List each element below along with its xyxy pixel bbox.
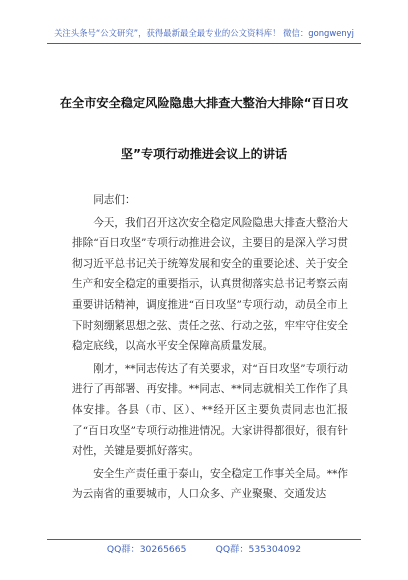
body-paragraph: 今天，我们召开这次安全稳定风险隐患大排查大整治大排除“百日攻坚”专项行动推进会议，主要目的是深入学习贯彻习近平总书记关于统筹发展和安全的重要论述、关于安全生产和安全稳定的重要指示，认真贯彻落实总书记考察云南重要讲话精神，调度推进“百日攻坚”专项行动，动员全市上下时刻绷紧思想之弦、责任之弦、行动之弦，牢牢守住安全稳定底线，以高水平安全保障高质量发展。 — [72, 216, 348, 353]
body-paragraph: 安全生产责任重于泰山，安全稳定工作事关全局。**作为云南省的重要城市，人口众多、产业聚聚、交通发达 — [72, 467, 348, 501]
document-title-line-1: 在全市安全稳定风险隐患大排查大整治大排除“百日攻 — [59, 96, 349, 110]
document-body — [72, 190, 348, 505]
document-title-line-2: 坚”专项行动推进会议上的讲话 — [120, 147, 288, 161]
footer-qq-groups: QQ群：30265665 QQ群：535304092 — [106, 544, 302, 555]
body-paragraph: 刚才，**同志传达了有关要求，对“百日攻坚”专项行动进行了再部署、再安排。**同志、**同志就相关工作作了具体安排。各县（市、区）、**经开区主要负责同志也汇报了“百日攻坚”专项行动推进情况。大家讲得都很好，很有针对性，关键是要抓好落实。 — [72, 362, 348, 458]
header-divider — [47, 43, 361, 44]
salutation: 同志们： — [93, 194, 136, 206]
header-promo-note: 关注头条号“公文研究”，获得最新最全最专业的公文资料库！ 微信：gongwenyj — [54, 28, 354, 38]
footer-divider — [47, 539, 361, 540]
